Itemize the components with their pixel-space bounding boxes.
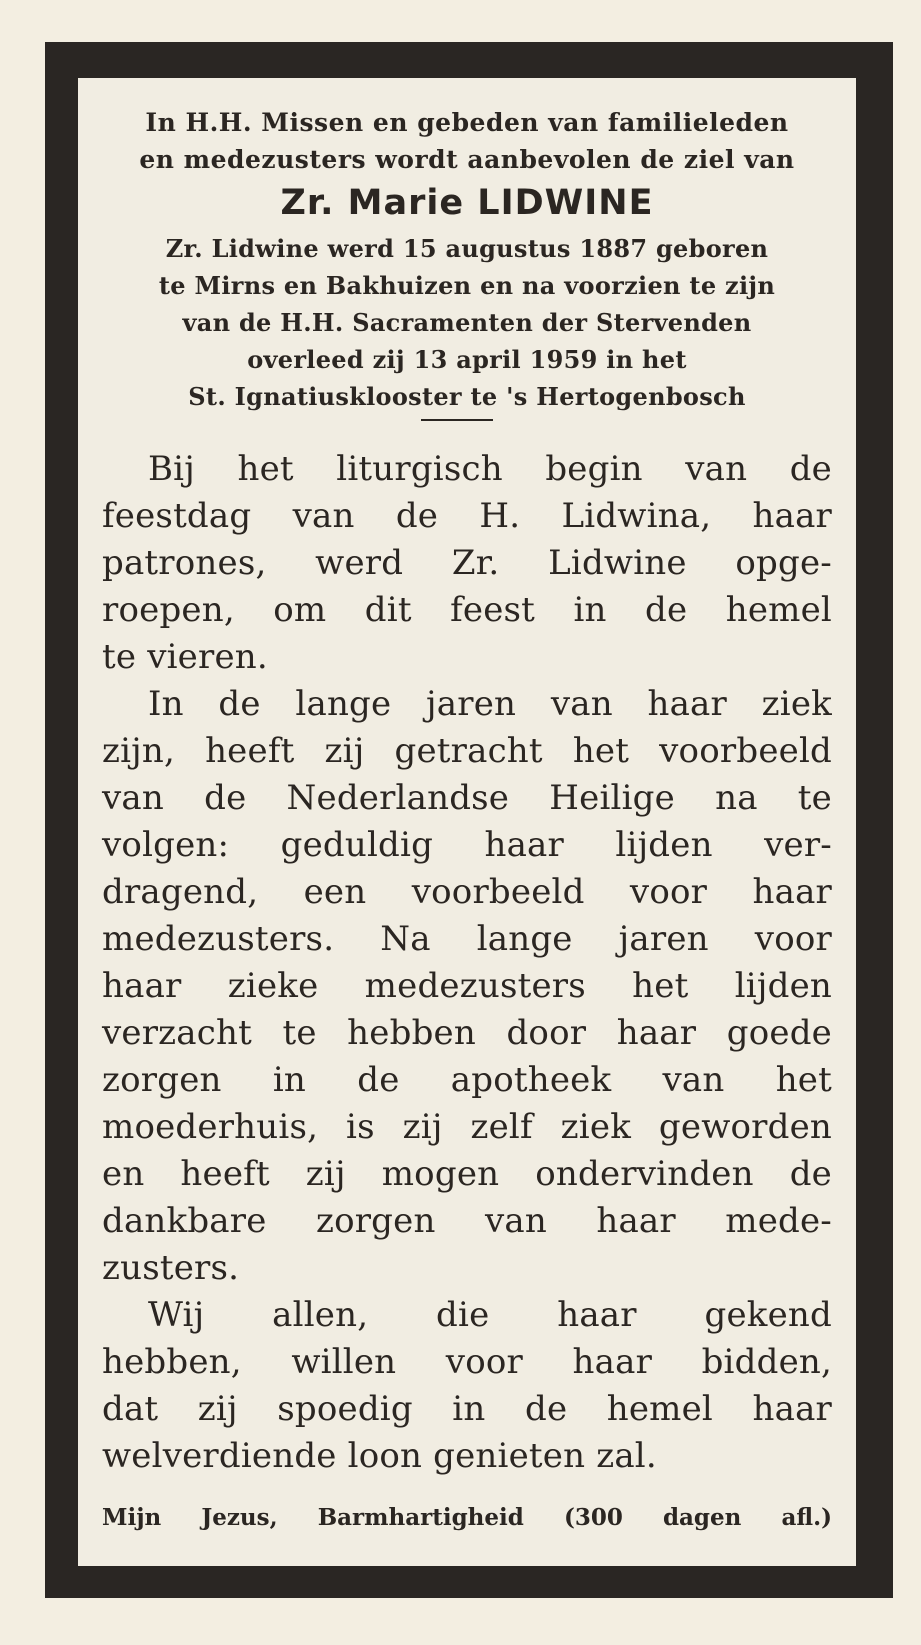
divider-rule	[421, 419, 493, 421]
header-line: In H.H. Missen en gebeden van familieleden	[145, 108, 789, 137]
body-line: haar zieke medezusters het lijden	[102, 966, 832, 1006]
body-line: Bij het liturgisch begin van de	[148, 449, 832, 489]
details-line: overleed zij 13 april 1959 in het	[247, 345, 687, 374]
details-line: van de H.H. Sacramenten der Stervenden	[182, 308, 752, 337]
biographical-details	[102, 230, 832, 415]
body-line: zusters.	[102, 1248, 240, 1288]
body-line: dat zij spoedig in de hemel haar	[102, 1389, 832, 1429]
body-line: van de Nederlandse Heilige na te	[102, 778, 832, 818]
body-line: medezusters. Na lange jaren voor	[102, 919, 832, 959]
indulgence-prayer: Mijn Jezus, Barmhartigheid (300 dagen afl.)	[102, 1504, 832, 1531]
body-line: zijn, heeft zij getracht het voorbeeld	[102, 731, 832, 771]
body-line: moederhuis, is zij zelf ziek geworden	[102, 1107, 832, 1147]
body-line: welverdiende loon genieten zal.	[102, 1436, 657, 1476]
body-line: zorgen in de apotheek van het	[102, 1060, 832, 1100]
details-line: Zr. Lidwine werd 15 augustus 1887 geboren	[165, 234, 769, 263]
body-line: dragend, een voorbeeld voor haar	[102, 872, 832, 912]
details-line: te Mirns en Bakhuizen en na voorzien te zijn	[158, 271, 776, 300]
header-line: en medezusters wordt aanbevolen de ziel van	[139, 145, 795, 174]
body-line: roepen, om dit feest in de hemel	[102, 590, 832, 630]
body-line: hebben, willen voor haar bidden,	[102, 1342, 832, 1382]
body-line: feestdag van de H. Lidwina, haar	[102, 496, 832, 536]
body-line: dankbare zorgen van haar mede-	[102, 1201, 832, 1241]
deceased-name: Zr. Marie LIDWINE	[280, 183, 654, 223]
body-line: verzacht te hebben door haar goede	[102, 1013, 832, 1053]
body-line: patrones, werd Zr. Lidwine opge-	[102, 543, 832, 583]
body-line: te vieren.	[102, 637, 268, 677]
card-content	[78, 78, 856, 1566]
body-line: volgen: geduldig haar lijden ver-	[102, 825, 832, 865]
body-line: en heeft zij mogen ondervinden de	[102, 1154, 832, 1194]
details-line: St. Ignatiusklooster te 's Hertogenbosch	[188, 382, 746, 411]
header-text	[102, 104, 832, 178]
body-line: In de lange jaren van haar ziek	[148, 684, 832, 724]
body-line: Wij allen, die haar gekend	[148, 1295, 832, 1335]
body-text	[102, 446, 832, 1480]
